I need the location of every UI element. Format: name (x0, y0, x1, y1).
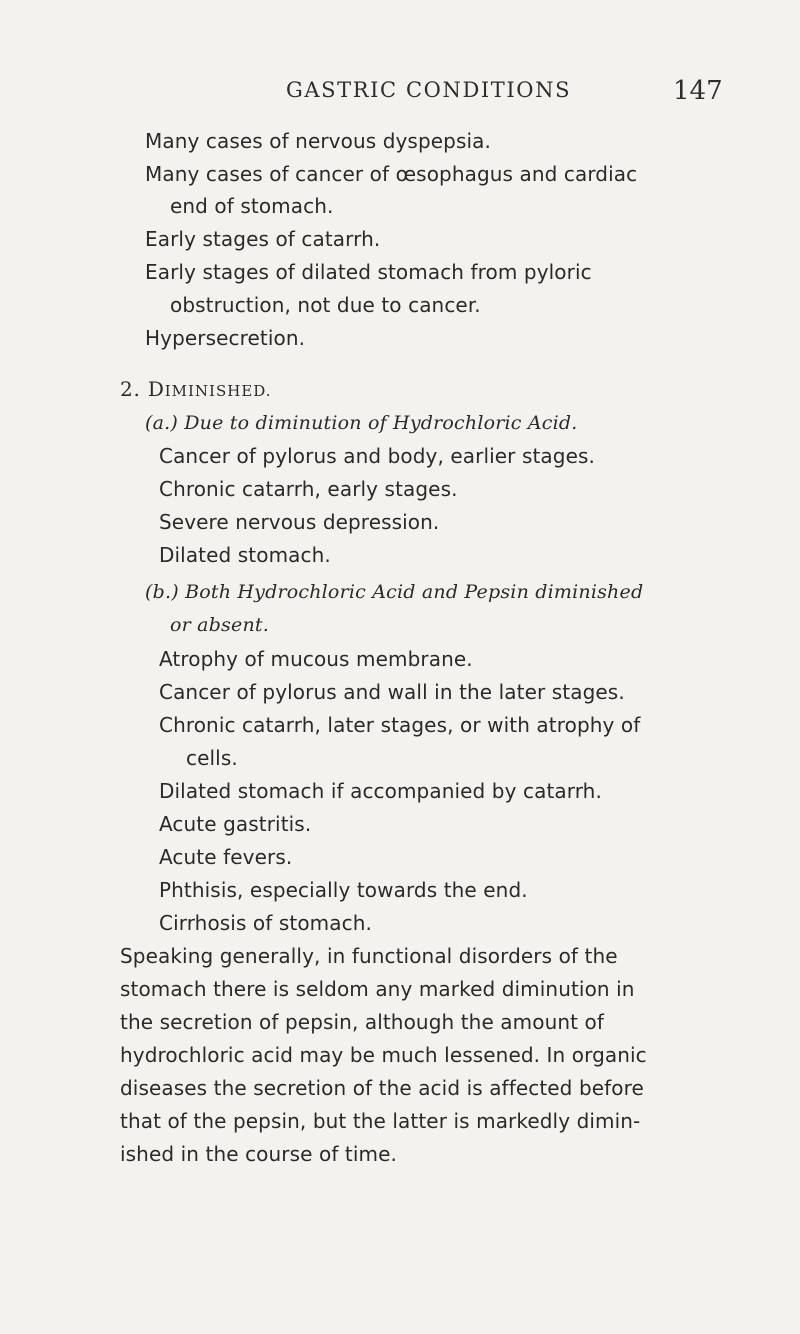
paragraph-line: that of the pepsin, but the latter is markedly dimin- (120, 1109, 641, 1133)
subsection-b-title: Both Hydrochloric Acid and Pepsin diminished (185, 581, 644, 603)
list-item: Chronic catarrh, early stages. (159, 477, 458, 501)
list-item: Dilated stomach if accompanied by catarrh. (159, 779, 602, 803)
list-item-continuation: obstruction, not due to cancer. (170, 293, 481, 317)
paragraph-line: ished in the course of time. (120, 1142, 397, 1166)
section-initial: D (147, 377, 165, 401)
list-item: Many cases of cancer of œsophagus and cardiac (145, 162, 638, 186)
list-item: Cancer of pylorus and wall in the later stages. (159, 680, 625, 704)
list-item: Atrophy of mucous membrane. (159, 647, 473, 671)
running-title: GASTRIC CONDITIONS (286, 78, 572, 102)
section-title-rest: IMINISHED. (164, 382, 272, 400)
page-number: 147 (673, 76, 723, 106)
subsection-b-label: (b.) (145, 581, 179, 603)
subsection-b-title-continuation: or absent. (170, 614, 269, 636)
list-item: Acute gastritis. (159, 812, 312, 836)
list-item: Phthisis, especially towards the end. (159, 878, 528, 902)
running-head (0, 76, 800, 108)
section-number: 2. (120, 377, 141, 401)
subsection-a-title: Due to diminution of Hydrochloric Acid. (184, 412, 578, 434)
list-item: Dilated stomach. (159, 543, 331, 567)
list-item: Early stages of catarrh. (145, 227, 381, 251)
list-item: Early stages of dilated stomach from pyloric (145, 260, 592, 284)
list-item-continuation: cells. (186, 746, 238, 770)
paragraph-line: diseases the secretion of the acid is affected before (120, 1076, 644, 1100)
paragraph-line: stomach there is seldom any marked diminution in (120, 977, 635, 1001)
list-item: Chronic catarrh, later stages, or with atrophy of (159, 713, 641, 737)
subsection-a-label: (a.) (145, 412, 178, 434)
list-item: Acute fevers. (159, 845, 293, 869)
list-item-continuation: end of stomach. (170, 194, 334, 218)
subsection-a-heading (145, 409, 578, 437)
paragraph-line: hydrochloric acid may be much lessened. In organic (120, 1043, 647, 1067)
paragraph-line: Speaking generally, in functional disorders of the (120, 944, 618, 968)
list-item: Hypersecretion. (145, 326, 306, 350)
subsection-b-heading (145, 578, 643, 606)
list-item: Cirrhosis of stomach. (159, 911, 372, 935)
section-heading (120, 375, 272, 405)
list-item: Many cases of nervous dyspepsia. (145, 129, 491, 153)
paragraph-line: the secretion of pepsin, although the amount of (120, 1010, 605, 1034)
list-item: Cancer of pylorus and body, earlier stages. (159, 444, 595, 468)
list-item: Severe nervous depression. (159, 510, 440, 534)
